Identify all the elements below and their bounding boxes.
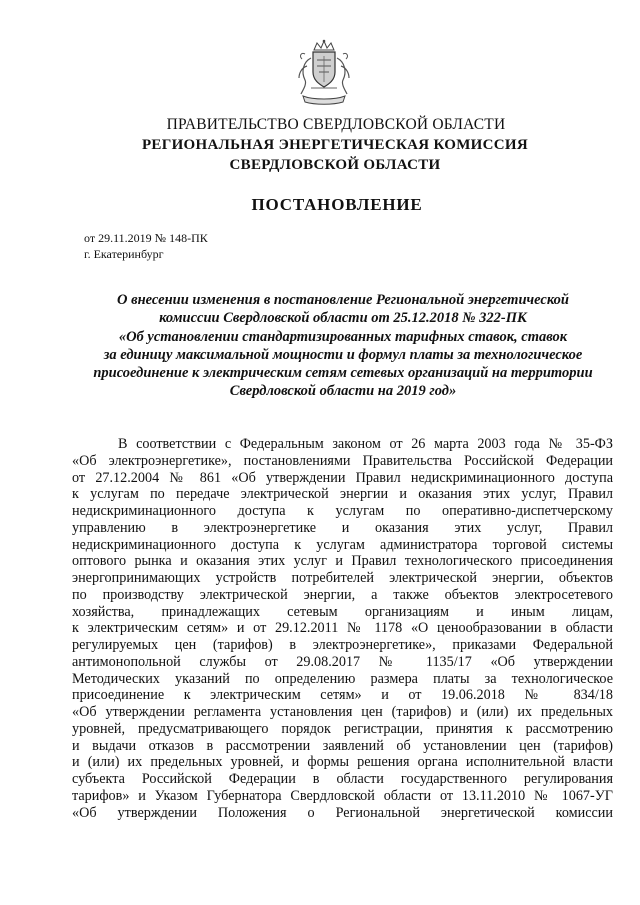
body-line: от 27.12.2004 № 861 «Об утверждении Правил недискриминационного доступа bbox=[72, 469, 613, 486]
document-type-title: ПОСТАНОВЛЕНИЕ bbox=[251, 195, 423, 214]
body-line: регулируемых цен (тарифов) в электроэнергетике», приказами Федеральной bbox=[72, 637, 613, 653]
commission-name-line1: РЕГИОНАЛЬНАЯ ЭНЕРГЕТИЧЕСКАЯ КОМИССИЯ bbox=[141, 137, 529, 153]
subject-line: за единицу максимальной мощности и формул платы за технологическое bbox=[103, 346, 583, 363]
subject-line: Свердловской области на 2019 год» bbox=[229, 383, 457, 400]
subject-line: «Об установлении стандартизированных тарифных ставок, ставок bbox=[118, 328, 568, 345]
document-subject bbox=[88, 291, 598, 401]
body-line: В соответствии с Федеральным законом от 26 марта 2003 года № 35-ФЗ bbox=[118, 436, 613, 452]
body-line: уровней, предусматривающего порядок регистрации, принятия к рассмотрению bbox=[72, 720, 613, 737]
body-line: энергопринимающих устройств потребителей электрической энергии, объектов bbox=[72, 570, 613, 586]
body-line: хозяйства, принадлежащих сетевым организациям и иным лицам, bbox=[72, 603, 613, 620]
body-line: и выдачи отказов в рассмотрении заявлений об установлении цен (тарифов) bbox=[72, 737, 613, 754]
body-line: по производству электрической энергии, а также объектов электросетевого bbox=[72, 586, 613, 603]
government-name: ПРАВИТЕЛЬСТВО СВЕРДЛОВСКОЙ ОБЛАСТИ bbox=[166, 116, 506, 133]
body-line: управлению в электроэнергетике и оказания этих услуг, Правил bbox=[72, 519, 613, 536]
body-line: Методических указаний по определению размера платы за технологическое bbox=[72, 670, 613, 687]
body-line: антимонопольной службы от 29.08.2017 № 1135/17 «Об утверждении bbox=[72, 653, 613, 670]
body-line: субъекта Российской Федерации в области государственного регулирования bbox=[72, 771, 613, 787]
body-line: «Об электроэнергетике», постановлениями Правительства Российской Федерации bbox=[72, 452, 613, 469]
body-line: оптового рынка и оказания этих услуг и Правил технологического присоединения bbox=[72, 553, 613, 570]
body-line: к электрическим сетям» и от 29.12.2011 № 1178 «О ценообразовании в области bbox=[72, 620, 613, 637]
subject-line: О внесении изменения в постановление Региональной энергетической bbox=[117, 292, 569, 308]
body-line: и (или) их предельных уровней, и формы решения органа исполнительной власти bbox=[72, 754, 613, 771]
body-line: присоединение к электрическим сетям» и от 19.06.2018 № 834/18 bbox=[72, 687, 613, 704]
commission-name-line2: СВЕРДЛОВСКОЙ ОБЛАСТИ bbox=[229, 157, 441, 173]
document-city: г. Екатеринбург bbox=[84, 247, 164, 261]
coat-of-arms-icon bbox=[293, 38, 355, 106]
document-body bbox=[72, 436, 613, 821]
body-line: недискриминационного доступа к услугам администратора торговой системы bbox=[72, 536, 613, 553]
body-line: «Об утверждении регламента установления цен (тарифов) и (или) их предельных bbox=[72, 704, 613, 720]
body-line: тарифов» и Указом Губернатора Свердловской области от 13.11.2010 № 1067-УГ bbox=[72, 787, 613, 804]
body-line: к услугам по передаче электрической энергии и оказания этих услуг, Правил bbox=[72, 486, 613, 503]
subject-line: комиссии Свердловской области от 25.12.2018 № 322-ПК bbox=[159, 310, 527, 327]
document-date-number: от 29.11.2019 № 148-ПК bbox=[84, 231, 208, 245]
body-line: «Об утверждении Положения о Региональной энергетической комиссии bbox=[72, 804, 613, 821]
subject-line: присоединение к электрическим сетям сетевых организаций на территории bbox=[93, 365, 593, 382]
body-line: недискриминационного доступа к услугам по оперативно-диспетчерскому bbox=[72, 503, 613, 519]
